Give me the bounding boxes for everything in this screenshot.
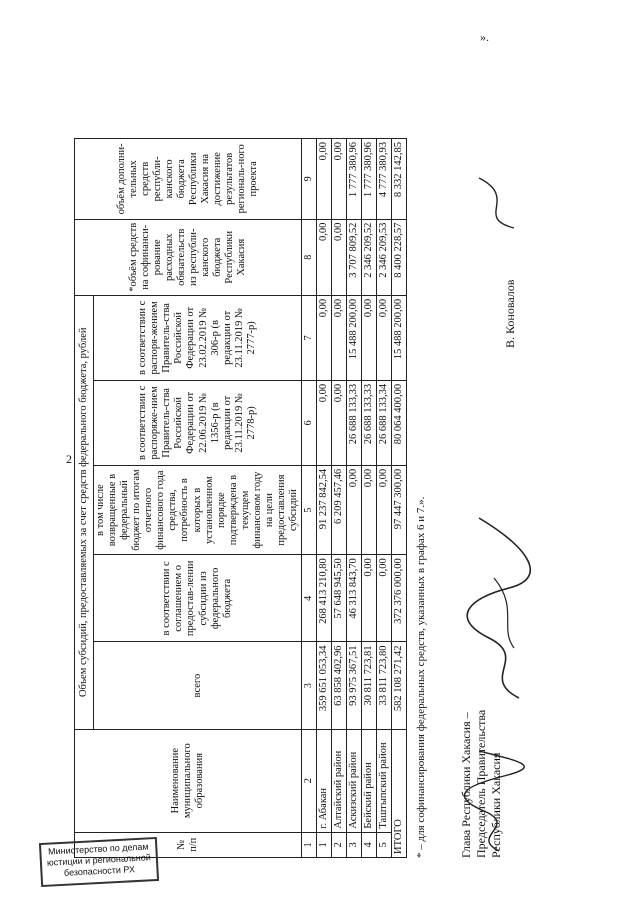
row-order-306: 15 488 200,00 bbox=[346, 295, 361, 380]
col-group-header: Объем субсидий, предоставляемых за счет средств федерального бюджета, рублей bbox=[75, 295, 94, 729]
row-agreement: 268 413 210,80 bbox=[316, 555, 331, 642]
col-header-returned: в том числе возвращенные в федеральный бюджет по итогам отчетного финансового года средства, потребность в которых в установленном порядке подтверждена в текущем финансовом году на цели предоставления субсидий bbox=[94, 465, 302, 554]
row-additional: 1 777 380,96 bbox=[346, 139, 361, 220]
handwritten-signature-icon bbox=[459, 746, 529, 856]
col-number: 6 bbox=[302, 380, 317, 465]
total-additional: 8 332 142,85 bbox=[391, 139, 406, 220]
row-order-306: 0,00 bbox=[316, 295, 331, 380]
col-header-additional: объём дополни-тельных средств республи-канского бюджета Республики Хакасия на достижение результатов региональ-ного проекта bbox=[75, 139, 302, 220]
row-cofin: 2 346 209,53 bbox=[376, 219, 391, 295]
row-order-306: 0,00 bbox=[331, 295, 346, 380]
col-number: 3 bbox=[302, 642, 317, 729]
table-row bbox=[346, 139, 361, 858]
stamp-line: безопасности РХ bbox=[63, 863, 136, 878]
column-number-row bbox=[302, 139, 317, 858]
col-number: 7 bbox=[302, 295, 317, 380]
row-total: 30 811 723,81 bbox=[361, 642, 376, 729]
signature-title-line-1: Глава Республики Хакасия – bbox=[458, 712, 473, 858]
stamp-line: Министерство по делам bbox=[47, 841, 149, 857]
table-row bbox=[361, 139, 376, 858]
registration-stamp bbox=[39, 837, 159, 887]
total-order-306: 15 488 200,00 bbox=[391, 295, 406, 380]
col-header-name: Наименование муниципального образования bbox=[75, 729, 302, 832]
subsidy-table bbox=[74, 138, 407, 858]
row-name: Таштыпский район bbox=[376, 729, 391, 832]
row-returned: 0,00 bbox=[346, 465, 361, 554]
row-no: 1 bbox=[316, 832, 331, 857]
total-cofin: 8 400 228,57 bbox=[391, 219, 406, 295]
col-number: 4 bbox=[302, 555, 317, 642]
row-cofin: 3 707 809,52 bbox=[346, 219, 361, 295]
total-total: 582 108 271,42 bbox=[391, 642, 406, 729]
row-no: 2 bbox=[331, 832, 346, 857]
stamp-line: юстиции и региональной bbox=[46, 852, 152, 868]
signature-title-line-3: Республики Хакасия bbox=[488, 752, 503, 858]
rotated-content bbox=[74, 138, 540, 858]
total-row bbox=[391, 139, 406, 858]
row-agreement: 57 648 945,50 bbox=[331, 555, 346, 642]
row-no: 4 bbox=[361, 832, 376, 857]
col-header-order-1356: в соответствии с распоряже-нием Правитель-ства Российской Федерации от 22.06.2019 № 1356-р (в редакции от 23.11.2019 № 2778-р) bbox=[94, 380, 302, 465]
row-returned: 0,00 bbox=[376, 465, 391, 554]
table-row bbox=[331, 139, 346, 858]
table-row bbox=[376, 139, 391, 858]
signature-block bbox=[459, 138, 539, 858]
row-cofin: 0,00 bbox=[316, 219, 331, 295]
signature-title-line-2: Председатель Правительства bbox=[473, 709, 488, 858]
row-no: 3 bbox=[346, 832, 361, 857]
row-cofin: 2 346 209,52 bbox=[361, 219, 376, 295]
row-order-1356: 26 688 133,33 bbox=[346, 380, 361, 465]
row-agreement: 46 313 843,70 bbox=[346, 555, 361, 642]
row-order-1356: 26 688 133,34 bbox=[376, 380, 391, 465]
col-number: 8 bbox=[302, 219, 317, 295]
col-header-no: № п/п bbox=[75, 832, 302, 857]
row-no: 5 bbox=[376, 832, 391, 857]
col-header-order-306: в соответствии с распоря-жением Правитель-ства Российской Федерации от 23.02.2019 № 306-р (в редакции от 23.11.2019 № 2777-р) bbox=[94, 295, 302, 380]
total-label: ИТОГО bbox=[391, 729, 406, 857]
total-returned: 97 447 300,00 bbox=[391, 465, 406, 554]
row-order-1356: 26 688 133,33 bbox=[361, 380, 376, 465]
row-additional: 0,00 bbox=[331, 139, 346, 220]
footnote: * – для софинансирования федеральных средств, указанных в графах 6 и 7.». bbox=[414, 496, 427, 858]
row-agreement: 0,00 bbox=[361, 555, 376, 642]
handwritten-signature-icon bbox=[459, 488, 539, 708]
row-total: 63 858 402,96 bbox=[331, 642, 346, 729]
row-agreement: 0,00 bbox=[376, 555, 391, 642]
row-total: 33 811 723,80 bbox=[376, 642, 391, 729]
row-returned: 6 209 457,46 bbox=[331, 465, 346, 554]
row-name: Аскизский район bbox=[346, 729, 361, 832]
row-returned: 91 237 842,54 bbox=[316, 465, 331, 554]
col-header-total: всего bbox=[94, 642, 302, 729]
row-additional: 0,00 bbox=[316, 139, 331, 220]
row-additional: 4 777 380,93 bbox=[376, 139, 391, 220]
row-total: 93 975 367,51 bbox=[346, 642, 361, 729]
col-number: 9 bbox=[302, 139, 317, 220]
signatory-name: В. Коновалов bbox=[502, 279, 517, 348]
total-order-1356: 80 064 400,00 bbox=[391, 380, 406, 465]
col-number: 1 bbox=[302, 832, 317, 857]
table-row bbox=[316, 139, 331, 858]
col-number: 2 bbox=[302, 729, 317, 832]
row-total: 359 651 053,34 bbox=[316, 642, 331, 729]
row-name: г. Абакан bbox=[316, 729, 331, 832]
row-returned: 0,00 bbox=[361, 465, 376, 554]
page-number: 2 bbox=[66, 452, 72, 466]
total-agreement: 372 376 000,00 bbox=[391, 555, 406, 642]
row-cofin: 0,00 bbox=[331, 219, 346, 295]
col-number: 5 bbox=[302, 465, 317, 554]
row-name: Бейский район bbox=[361, 729, 376, 832]
initials-icon bbox=[464, 168, 524, 238]
closing-quote: ». bbox=[480, 30, 489, 44]
row-order-306: 0,00 bbox=[376, 295, 391, 380]
col-header-cofin: *объём средств на софинанси-рование расходных обязательств из республи-канского бюджета Республики Хакасия bbox=[75, 219, 302, 295]
row-order-1356: 0,00 bbox=[331, 380, 346, 465]
row-name: Алтайский район bbox=[331, 729, 346, 832]
col-header-agreement: в соответствии с соглашением о предостав-лении субсидии из федерального бюджета bbox=[94, 555, 302, 642]
row-order-306: 0,00 bbox=[361, 295, 376, 380]
row-order-1356: 0,00 bbox=[316, 380, 331, 465]
row-additional: 1 777 380,96 bbox=[361, 139, 376, 220]
